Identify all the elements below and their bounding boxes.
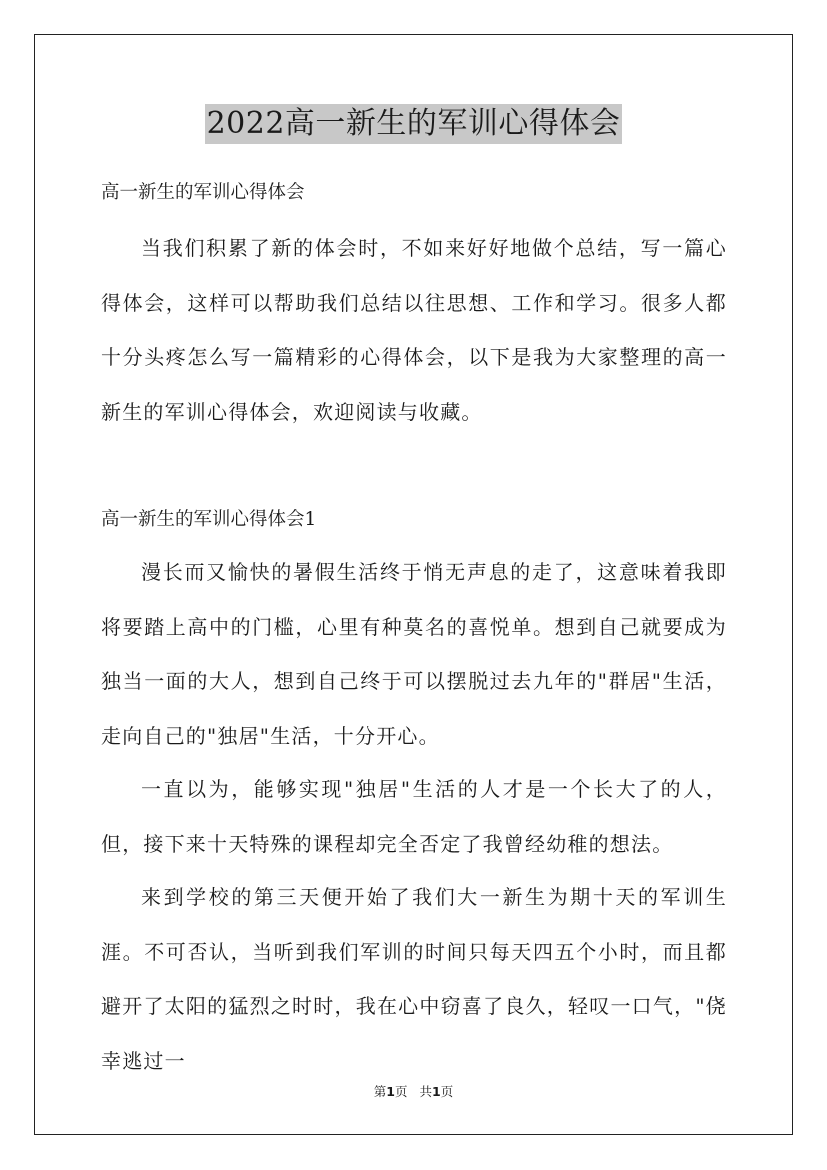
- title-container: [0, 104, 827, 144]
- body-paragraph-2: 一直以为，能够实现"独居"生活的人才是一个长大了的人，但，接下来十天特殊的课程却完全否定了我曾经幼稚的想法。: [101, 777, 727, 856]
- current-page-number: 1: [386, 1084, 395, 1099]
- document-subheading: 高一新生的军训心得体会: [101, 182, 305, 203]
- section-heading: 高一新生的军训心得体会1: [101, 509, 317, 530]
- total-page-number: 1: [432, 1084, 441, 1099]
- total-suffix: 页: [440, 1084, 454, 1099]
- document-title: 2022高一新生的军训心得体会: [205, 104, 623, 144]
- intro-paragraph: 当我们积累了新的体会时，不如来好好地做个总结，写一篇心得体会，这样可以帮助我们总结以往思想、工作和学习。很多人都十分头疼怎么写一篇精彩的心得体会，以下是我为大家整理的高一新生的军训心得体会，欢迎阅读与收藏。: [101, 236, 727, 424]
- page-prefix: 第: [373, 1084, 387, 1099]
- body-paragraph-1: 漫长而又愉快的暑假生活终于悄无声息的走了，这意味着我即将要踏上高中的门槛，心里有种莫名的喜悦单。想到自己就要成为独当一面的大人，想到自己终于可以摆脱过去九年的"群居"生活，走向自己的"独居"生活，十分开心。: [101, 560, 727, 748]
- body-paragraph-3: 来到学校的第三天便开始了我们大一新生为期十天的军训生涯。不可否认，当听到我们军训的时间只每天四五个小时，而且都避开了太阳的猛烈之时时，我在心中窃喜了良久，轻叹一口气，"侥幸逃过一: [101, 885, 727, 1073]
- page-footer: [0, 1083, 827, 1101]
- page-suffix: 页: [394, 1084, 408, 1099]
- total-prefix: 共: [419, 1084, 433, 1099]
